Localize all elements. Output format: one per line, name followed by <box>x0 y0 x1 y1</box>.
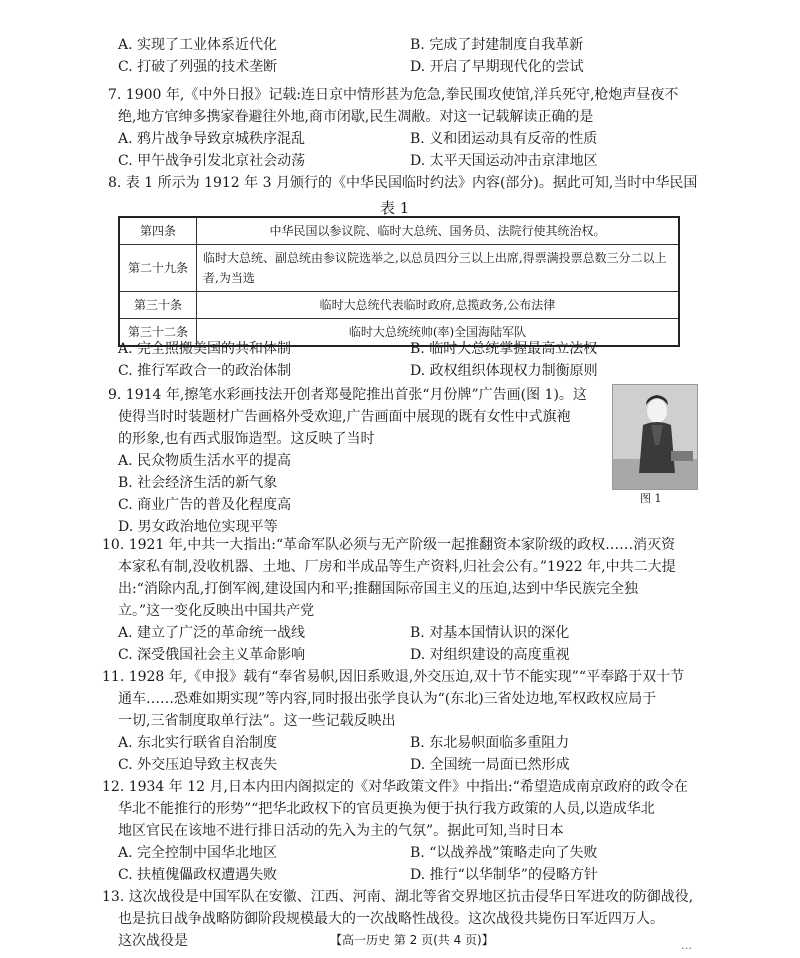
q11-option-c: C. 外交压迫导致主权丧失 <box>118 757 278 773</box>
q11-option-a: A. 东北实行联省自治制度 <box>118 735 278 751</box>
q10-option-a: A. 建立了广泛的革命统一战线 <box>118 625 306 641</box>
q10-option-b: B. 对基本国情认识的深化 <box>410 625 570 641</box>
q7-option-c: C. 甲午战争引发北京社会动荡 <box>118 153 306 169</box>
q11-stem-line1: 11. 1928 年,《申报》载有“奉省易帜,因旧系败退,外交压迫,双十节不能实现”“平奉路于双十节 <box>102 669 685 685</box>
table-caption: 表 1 <box>380 199 410 217</box>
q6-option-c: C. 打破了列强的技术垄断 <box>118 59 278 75</box>
q8-option-d: D. 政权组织体现权力制衡原则 <box>410 363 598 379</box>
q7-option-b: B. 义和团运动具有反帝的性质 <box>410 131 598 147</box>
calendar-poster-image <box>612 384 698 490</box>
q9-option-d: D. 男女政治地位实现平等 <box>118 519 278 535</box>
q11-stem-line3: 一切,三省制度取单行法”。这一些记载反映出 <box>118 713 396 729</box>
q10-stem-line4: 立。”这一变化反映出中国共产党 <box>118 603 315 619</box>
table-cell-article: 第三十二条 <box>119 319 197 347</box>
q7-stem-line1: 7. 1900 年,《中外日报》记载:连日京中情形甚为危急,拳民围攻使馆,洋兵死守,枪炮声昼夜不 <box>108 87 679 103</box>
q13-stem-line1: 13. 这次战役是中国军队在安徽、江西、河南、湖北等省交界地区抗击侵华日军进攻的防御战役, <box>102 889 694 905</box>
q9-option-b: B. 社会经济生活的新气象 <box>118 475 278 491</box>
table-row <box>119 292 679 319</box>
footer-mark: … <box>681 939 692 952</box>
q10-stem-line3: 出:“消除内乱,打倒军阀,建设国内和平;推翻国际帝国主义的压迫,达到中华民族完全独 <box>118 581 638 597</box>
q6-option-a: A. 实现了工业体系近代化 <box>118 37 278 53</box>
table-row <box>119 245 679 292</box>
q11-option-d: D. 全国统一局面已然形成 <box>410 757 570 773</box>
q9-option-c: C. 商业广告的普及化程度高 <box>118 497 292 513</box>
q12-option-a: A. 完全控制中国华北地区 <box>118 845 278 861</box>
q8-option-c: C. 推行军政合一的政治体制 <box>118 363 292 379</box>
q9-stem-line2: 使得当时时装题材广告画格外受欢迎,广告画面中展现的既有女性中式旗袍 <box>118 409 571 425</box>
q7-option-a: A. 鸦片战争导致京城秩序混乱 <box>118 131 306 147</box>
q12-option-d: D. 推行“以华制华”的侵略方针 <box>410 867 598 883</box>
table-cell-content: 临时大总统统帅(率)全国海陆军队 <box>197 319 680 347</box>
q12-stem-line3: 地区官民在该地不进行排日活动的先入为主的气氛”。据此可知,当时日本 <box>118 823 564 839</box>
q9-stem-line1: 9. 1914 年,擦笔水彩画技法开创者郑曼陀推出首张“月份牌”广告画(图 1)。这 <box>108 387 587 403</box>
q10-stem-line1: 10. 1921 年,中共一大指出:“革命军队必须与无产阶级一起推翻资本家阶级的政权……消灭资 <box>102 537 676 553</box>
constitution-table <box>118 216 680 347</box>
q10-stem-line2: 本家私有制,没收机器、土地、厂房和半成品等生产资料,归社会公有。”1922 年,中共二大提 <box>118 559 676 575</box>
q13-stem-line2: 也是抗日战争战略防御阶段规模最大的一次战略性战役。这次战役共毙伤日军近四万人。 <box>118 911 664 927</box>
q8-option-b: B. 临时大总统掌握最高立法权 <box>410 341 598 357</box>
q7-stem-line2: 绝,地方官绅多携家眷避往外地,商市闭歇,民生凋敝。对这一记载解读正确的是 <box>118 109 594 125</box>
table-cell-content: 临时大总统代表临时政府,总揽政务,公布法律 <box>197 292 680 319</box>
figure-caption: 图 1 <box>640 492 662 505</box>
q11-stem-line2: 通车……恐难如期实现”等内容,同时报出张学良认为“(东北)三省处边地,军权政权应局于 <box>118 691 657 707</box>
q8-stem-line1: 8. 表 1 所示为 1912 年 3 月颁行的《中华民国临时约法》内容(部分)。据此可知,当时中华民国 <box>108 175 698 191</box>
q6-option-b: B. 完成了封建制度自我革新 <box>410 37 584 53</box>
page-footer: 【高一历史 第 2 页(共 4 页)】 <box>330 933 494 947</box>
q13-stem-line3: 这次战役是 <box>118 933 188 949</box>
table-cell-article: 第三十条 <box>119 292 197 319</box>
q12-option-c: C. 扶植傀儡政权遭遇失败 <box>118 867 278 883</box>
q11-option-b: B. 东北易帜面临多重阻力 <box>410 735 570 751</box>
q9-stem-line3: 的形象,也有西式服饰造型。这反映了当时 <box>118 431 375 447</box>
table-cell-content: 中华民国以参议院、临时大总统、国务员、法院行使其统治权。 <box>197 217 680 245</box>
q10-option-c: C. 深受俄国社会主义革命影响 <box>118 647 306 663</box>
q9-option-a: A. 民众物质生活水平的提高 <box>118 453 292 469</box>
table-row <box>119 217 679 245</box>
q6-option-d: D. 开启了早期现代化的尝试 <box>410 59 584 75</box>
q12-stem-line2: 华北不能推行的形势”“把华北政权下的官员更换为便于执行我方政策的人员,以造成华北 <box>118 801 655 817</box>
table-cell-article: 第四条 <box>119 217 197 245</box>
q8-option-a: A. 完全照搬美国的共和体制 <box>118 341 292 357</box>
q10-option-d: D. 对组织建设的高度重视 <box>410 647 570 663</box>
q7-option-d: D. 太平天国运动冲击京津地区 <box>410 153 598 169</box>
table-cell-content: 临时大总统、副总统由参议院选举之,以总员四分三以上出席,得票满投票总数三分二以上者,为当选 <box>197 245 680 292</box>
q12-option-b: B. “以战养战”策略走向了失败 <box>410 845 598 861</box>
q12-stem-line1: 12. 1934 年 12 月,日本内田内阁拟定的《对华政策文件》中指出:“希望造成南京政府的政令在 <box>102 779 688 795</box>
table-cell-article: 第二十九条 <box>119 245 197 292</box>
woman-portrait-icon <box>613 385 697 489</box>
